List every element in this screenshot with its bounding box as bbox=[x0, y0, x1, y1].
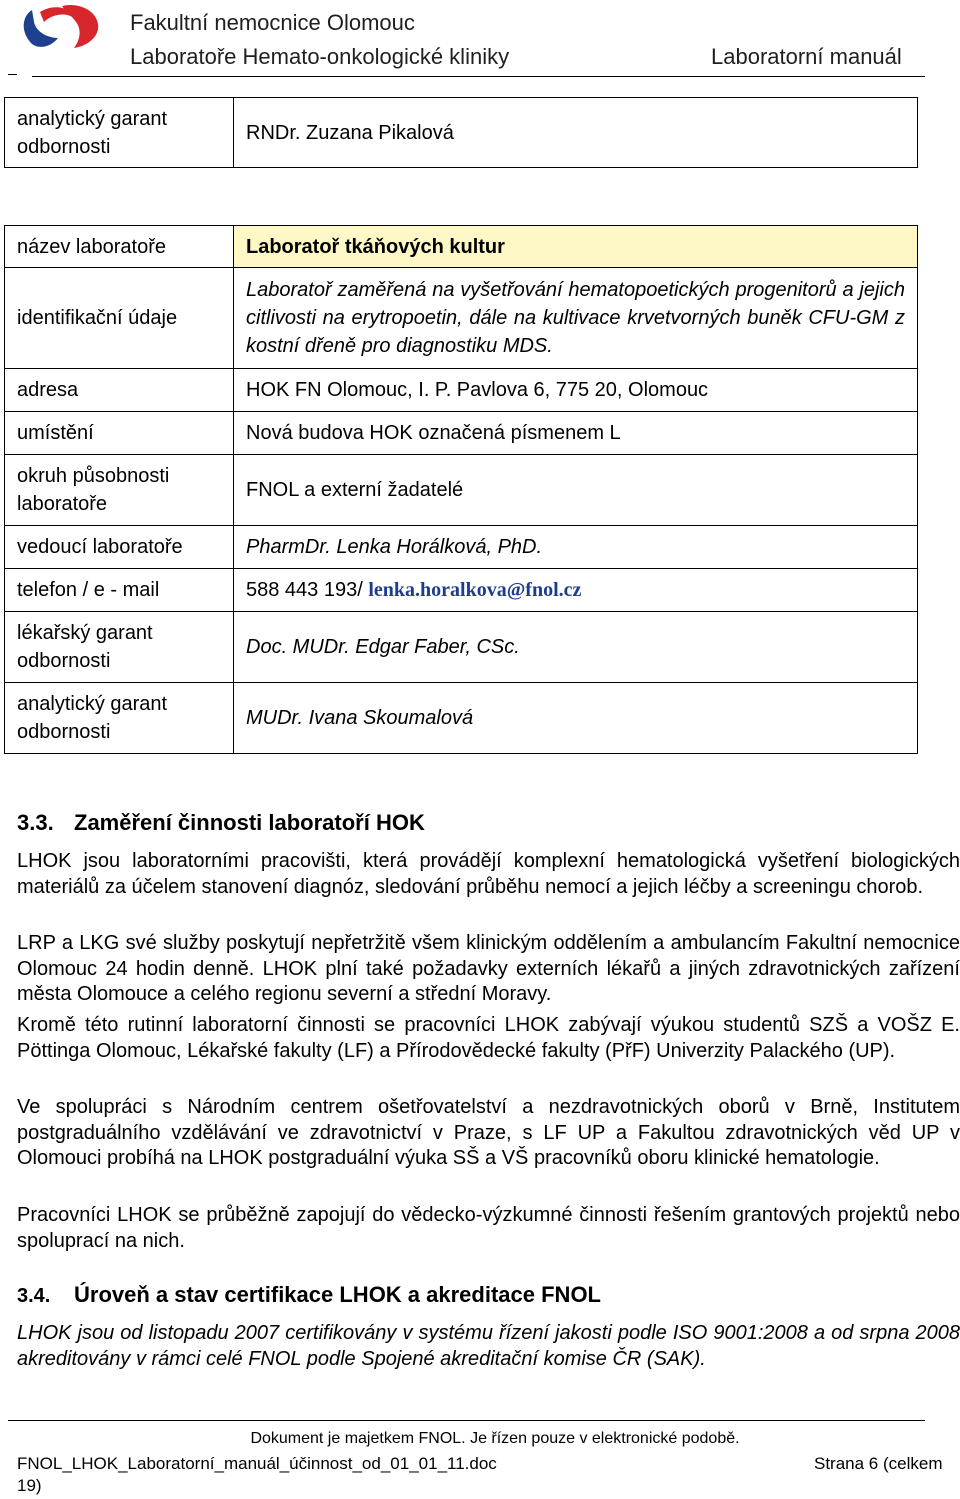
table-label: analytický garant odbornosti bbox=[5, 683, 234, 754]
fnol-logo bbox=[18, 2, 102, 50]
table-label: okruh působnosti laboratoře bbox=[5, 455, 234, 526]
paragraph: LRP a LKG své služby poskytují nepřetržitě všem klinickým oddělením a ambulancím Fakultní nemocnice Olomouc 24 hodin denně. LHOK plní také požadavky externích lékařů a jiných zdravotnických zařízení města Olomouce a celého regionu severní a střední Moravy. bbox=[17, 932, 960, 1006]
lab-phone: 588 443 193/ bbox=[246, 579, 363, 601]
header-dash bbox=[8, 74, 17, 75]
table-value: RNDr. Zuzana Pikalová bbox=[234, 98, 918, 168]
table-row bbox=[5, 612, 918, 683]
table-row bbox=[5, 412, 918, 455]
footer-document-name: FNOL_LHOK_Laboratorní_manuál_účinnost_od_01_01_11.doc bbox=[17, 1454, 497, 1473]
table-label: analytický garant odbornosti bbox=[5, 98, 234, 168]
lab-analytical-guarantor: MUDr. Ivana Skoumalová bbox=[234, 683, 918, 754]
lab-head: PharmDr. Lenka Horálková, PhD. bbox=[234, 526, 918, 569]
lab-scope: FNOL a externí žadatelé bbox=[234, 455, 918, 526]
paragraph: LHOK jsou od listopadu 2007 certifikovány v systému řízení jakosti podle ISO 9001:2008 a od srpna 2008 akreditovány v rámci celé FNOL podle Spojené akreditační komise ČR (SAK). bbox=[17, 1322, 960, 1370]
footer-page-total: 19) bbox=[17, 1476, 42, 1495]
table-label: adresa bbox=[5, 369, 234, 412]
table-label: vedoucí laboratoře bbox=[5, 526, 234, 569]
table-row bbox=[5, 526, 918, 569]
lab-address: HOK FN Olomouc, I. P. Pavlova 6, 775 20, Olomouc bbox=[234, 369, 918, 412]
lab-email-link[interactable]: lenka.horalkova@fnol.cz bbox=[368, 579, 582, 601]
table-row bbox=[5, 455, 918, 526]
lab-contact bbox=[234, 569, 918, 612]
table-label: umístění bbox=[5, 412, 234, 455]
table-label: název laboratoře bbox=[5, 226, 234, 268]
header-rule bbox=[32, 76, 925, 77]
paragraph: Ve spolupráci s Národním centrem ošetřovatelství a nezdravotnických oborů v Brně, Institutem postgraduálního vzdělávání ve zdravotnictví v Praze, s LF UP a Fakultou zdravotnických věd UP v Olomouci probíhá na LHOK postgraduální výuka SŠ a VŠ pracovníků oboru klinické hematologie. bbox=[17, 1096, 960, 1170]
lab-medical-guarantor: Doc. MUDr. Edgar Faber, CSc. bbox=[234, 612, 918, 683]
lab-identification: Laboratoř zaměřená na vyšetřování hematopoetických progenitorů a jejich citlivosti na erytropoetin, dále na kultivace krvetvorných buněk CFU-GM z kostní dřeně pro diagnostiku MDS. bbox=[234, 268, 918, 369]
table-row bbox=[5, 683, 918, 754]
table-row bbox=[5, 569, 918, 612]
table-label: identifikační údaje bbox=[5, 268, 234, 369]
header-laboratory: Laboratoře Hemato-onkologické kliniky bbox=[130, 44, 510, 69]
lab-name: Laboratoř tkáňových kultur bbox=[234, 226, 918, 268]
lab-info-table bbox=[4, 225, 918, 754]
paragraph: Pracovníci LHOK se průběžně zapojují do vědecko-výzkumné činnosti řešením grantových projektů nebo spoluprací na nich. bbox=[17, 1204, 960, 1252]
paragraph: LHOK jsou laboratorními pracovišti, která provádějí komplexní hematologická vyšetření biologických materiálů za účelem stanovení diagnóz, sledování průběhu nemocí a jejich léčby a screeningu chorob. bbox=[17, 850, 960, 898]
footer-page: Strana 6 (celkem bbox=[814, 1454, 943, 1473]
section-title: Úroveň a stav certifikace LHOK a akreditace FNOL bbox=[74, 1282, 601, 1307]
section-number: 3.4. bbox=[17, 1285, 51, 1307]
guarantor-table bbox=[4, 97, 918, 168]
table-row bbox=[5, 369, 918, 412]
table-row bbox=[5, 268, 918, 369]
table-row bbox=[5, 98, 918, 168]
section-title: Zaměření činnosti laboratoří HOK bbox=[74, 810, 425, 835]
table-label: lékařský garant odbornosti bbox=[5, 612, 234, 683]
header-manual: Laboratorní manuál bbox=[711, 44, 902, 69]
table-label: telefon / e - mail bbox=[5, 569, 234, 612]
section-number: 3.3. bbox=[17, 810, 54, 835]
lab-location: Nová budova HOK označená písmenem L bbox=[234, 412, 918, 455]
paragraph: Kromě této rutinní laboratorní činnosti se pracovníci LHOK zabývají výukou studentů SZŠ a VOŠZ E. Pöttinga Olomouc, Lékařské fakulty (LF) a Přírodovědecké fakulty (PřF) Univerzity Palackého (UP). bbox=[17, 1014, 960, 1062]
table-row bbox=[5, 226, 918, 268]
footer-note: Dokument je majetkem FNOL. Je řízen pouze v elektronické podobě. bbox=[250, 1430, 740, 1447]
footer-rule bbox=[8, 1420, 925, 1421]
header-organization: Fakultní nemocnice Olomouc bbox=[130, 10, 415, 35]
